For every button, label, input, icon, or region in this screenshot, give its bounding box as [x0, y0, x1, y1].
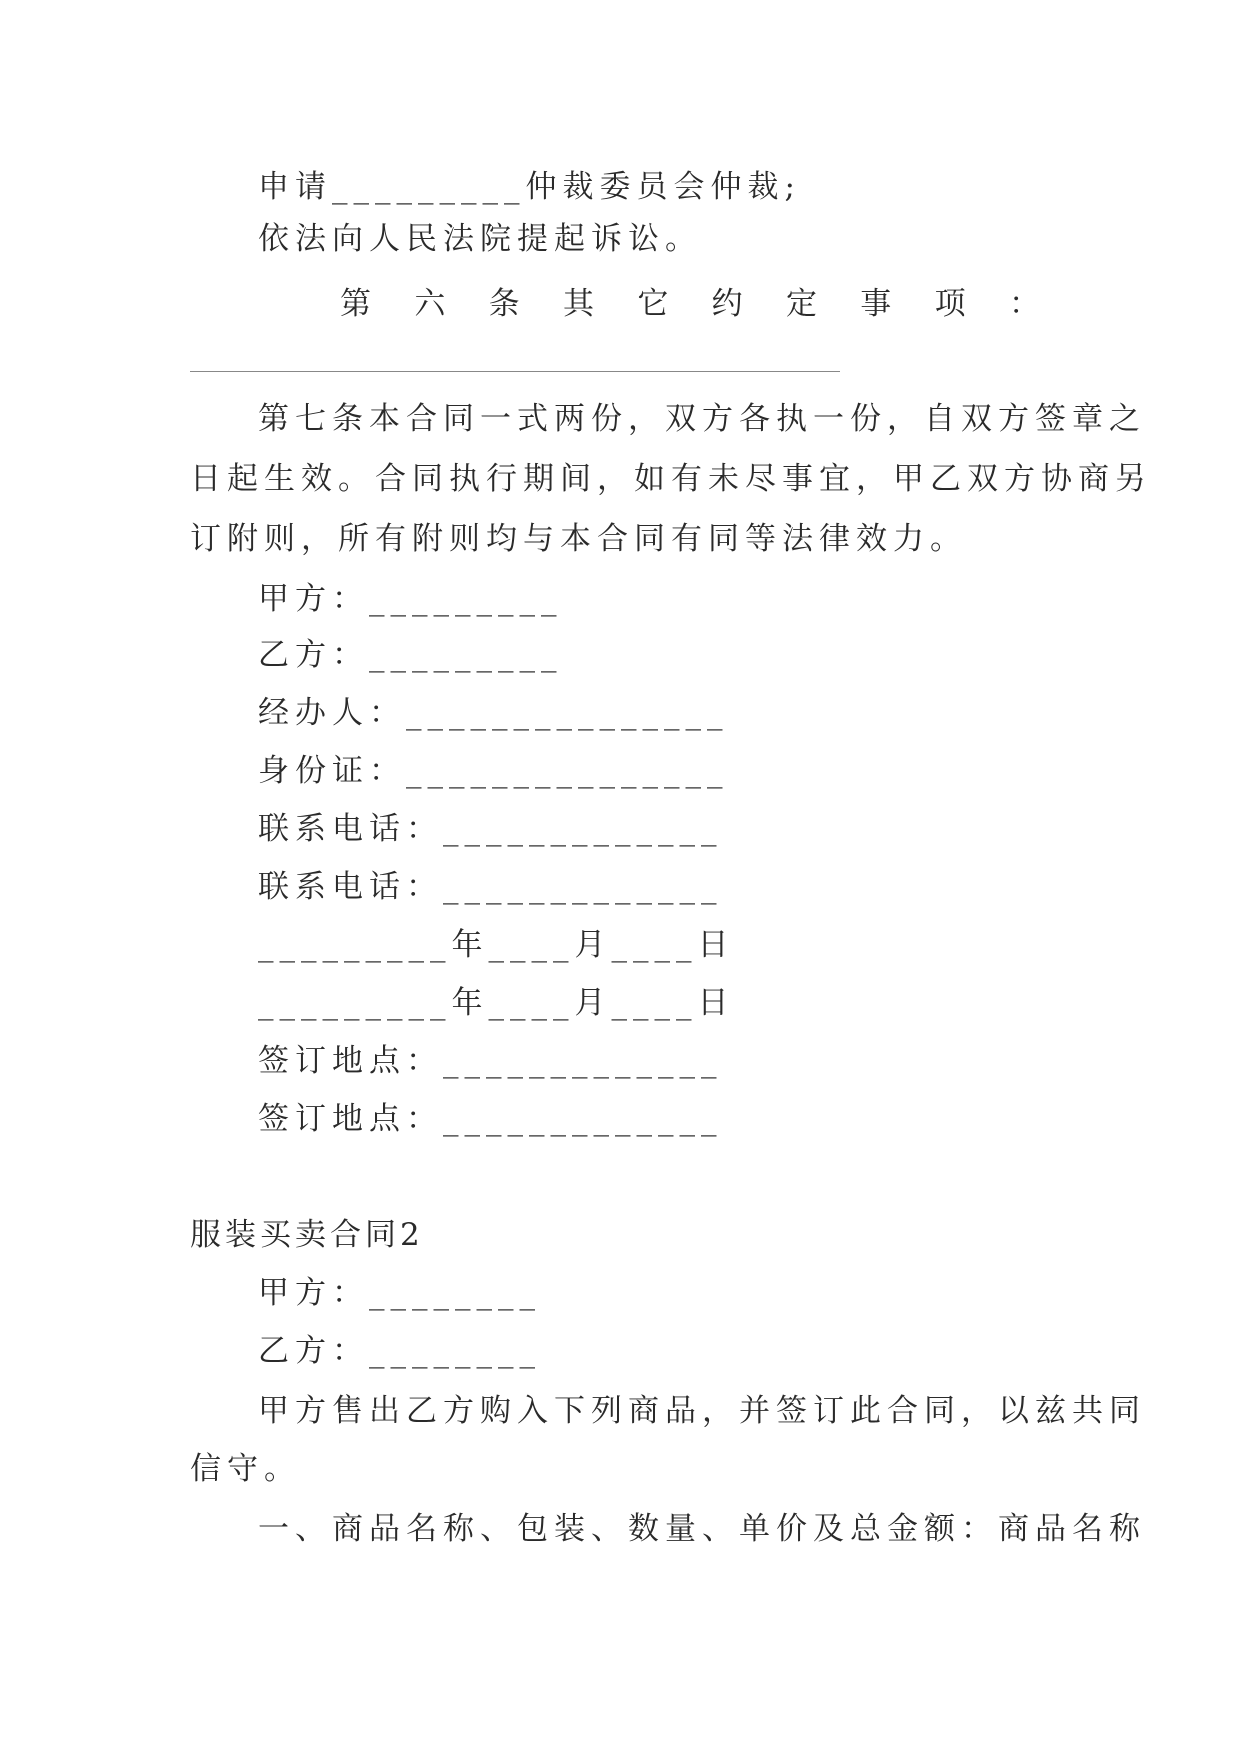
heading-char: 定 [785, 286, 817, 322]
contract-two-para-2: 一、商品名称、包装、数量、单价及总金额：商品名称 [258, 1511, 1146, 1547]
heading-char: 第 [340, 286, 371, 322]
article-seven-line-1: 第七条本合同一式两份，双方各执一份，自双方签章之 [258, 401, 1146, 437]
heading-char: 其 [562, 286, 594, 322]
heading-char: ： [1008, 286, 1040, 322]
contract-two-party-a: 甲方：________ [258, 1275, 541, 1311]
place-line-1: 签订地点：_____________ [258, 1043, 723, 1079]
arbitration-line: 申请_________仲裁委员会仲裁; [258, 169, 801, 205]
article-seven-line-2: 日起生效。合同执行期间，如有未尽事宜，甲乙双方协商另 [190, 461, 1152, 497]
heading-char: 项 [934, 286, 966, 322]
contract-two-para-1-line-2: 信守。 [190, 1451, 301, 1487]
phone-line-1: 联系电话：_____________ [258, 811, 723, 847]
date-line-2: _________年____月____日 [258, 985, 735, 1021]
heading-char: 事 [860, 286, 892, 322]
heading-char: 六 [414, 286, 446, 322]
date-line-1: _________年____月____日 [258, 927, 735, 963]
contract-two-party-b: 乙方：________ [258, 1333, 541, 1369]
heading-char: 约 [711, 286, 743, 322]
heading-char: 它 [637, 286, 669, 322]
heading-char: 条 [488, 286, 520, 322]
article-seven-line-3: 订附则，所有附则均与本合同有同等法律效力。 [190, 521, 967, 557]
contract-two-para-1-line-1: 甲方售出乙方购入下列商品，并签订此合同，以兹共同 [258, 1393, 1146, 1429]
id-card-line: 身份证：_______________ [258, 753, 729, 789]
party-b-line: 乙方：_________ [258, 637, 563, 673]
contract-two-title: 服装买卖合同2 [190, 1217, 424, 1253]
phone-line-2: 联系电话：_____________ [258, 869, 723, 905]
article-six-heading [340, 284, 1040, 324]
place-line-2: 签订地点：_____________ [258, 1101, 723, 1137]
agent-line: 经办人：_______________ [258, 695, 729, 731]
party-a-line: 甲方：_________ [258, 581, 563, 617]
lawsuit-line: 依法向人民法院提起诉讼。 [258, 221, 702, 257]
blank-rule [190, 371, 840, 372]
